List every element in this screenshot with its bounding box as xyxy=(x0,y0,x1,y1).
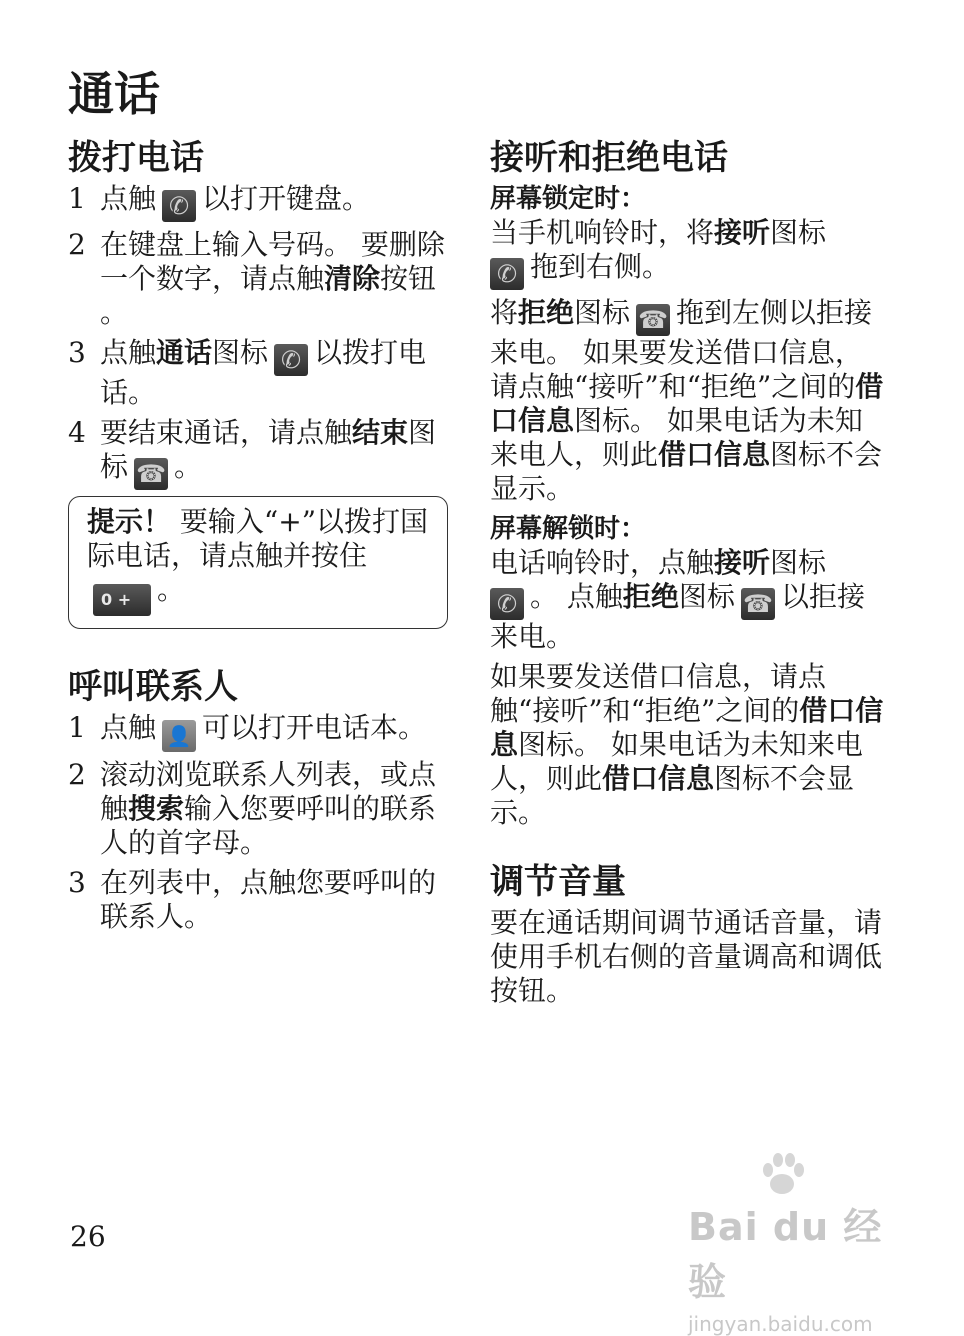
step-text: 输入您要呼叫的联系人的首字母。 xyxy=(100,792,437,859)
text: 拖到左侧以拒接来电。 如果要发送借口信息，请点触“接听”和“拒绝”之间的 xyxy=(490,296,873,403)
phone-handset-icon: ✆ xyxy=(490,258,524,290)
step-text: 要结束通话，请点触 xyxy=(100,416,353,449)
text: 将 xyxy=(490,296,519,329)
step-number: 1 xyxy=(68,711,86,744)
end-label: 结束 xyxy=(352,416,409,449)
step-text: 。 xyxy=(174,450,203,483)
answer-heading: 接听和拒绝电话 xyxy=(490,138,728,178)
watermark-url: jingyan.baidu.com xyxy=(688,1312,873,1336)
text: 图标不会显示。 xyxy=(490,762,855,829)
dial-step-2 xyxy=(68,228,448,330)
step-text: 图标 xyxy=(100,416,437,483)
dial-steps xyxy=(68,182,448,490)
tip-text: 要输入“+”以拨打国际电话，请点触并按住 xyxy=(87,505,429,572)
step-number: 2 xyxy=(68,758,86,791)
unlocked-paragraph xyxy=(490,546,890,654)
contacts-icon: 👤 xyxy=(162,720,196,752)
watermark xyxy=(688,1162,908,1336)
step-text: 图标 xyxy=(212,336,269,369)
text: 。 点触 xyxy=(530,580,623,613)
contacts-heading: 呼叫联系人 xyxy=(68,667,238,707)
step-text: 以打开键盘。 xyxy=(202,182,371,215)
phone-handset-icon: ✆ xyxy=(274,344,308,376)
end-call-icon: ☎ xyxy=(741,588,775,620)
left-column xyxy=(68,136,448,940)
text: 图标 xyxy=(678,580,735,613)
tip-label: 提示！ xyxy=(87,505,172,538)
contacts-step-3 xyxy=(68,866,448,934)
text: 如果要发送借口信息，请点触“接听”和“拒绝”之间的 xyxy=(490,660,827,727)
text: 图标 xyxy=(770,546,827,579)
contacts-step-2 xyxy=(68,758,448,860)
locked-reject-paragraph xyxy=(490,296,890,506)
step-number: 4 xyxy=(68,416,86,449)
text: 以拒接来电。 xyxy=(490,580,865,653)
end-call-icon: ☎ xyxy=(636,304,670,336)
call-label: 通话 xyxy=(156,336,213,369)
search-label: 搜索 xyxy=(128,792,185,825)
step-text: 点触 xyxy=(100,711,157,744)
step-text: 点触 xyxy=(100,182,157,215)
right-column xyxy=(490,136,890,1014)
excuse-message-label: 借口信息 xyxy=(490,370,884,437)
contacts-steps xyxy=(68,711,448,934)
excuse-message-label: 借口信息 xyxy=(658,438,771,471)
step-text: 以拨打电话。 xyxy=(100,336,427,409)
step-text: 点触 xyxy=(100,336,157,369)
dial-step-3 xyxy=(68,336,448,410)
unlocked-label: 屏幕解锁时： xyxy=(490,514,647,544)
page-title: 通话 xyxy=(68,67,160,121)
phone-handset-icon: ✆ xyxy=(490,588,524,620)
text: 图标 xyxy=(770,216,827,249)
dial-heading: 拨打电话 xyxy=(68,138,204,178)
step-text: 在列表中，点触您要呼叫的联系人。 xyxy=(100,866,437,933)
step-text: 滚动浏览联系人列表，或点触 xyxy=(100,758,437,825)
zero-plus-key-icon: 0 + xyxy=(93,584,151,616)
dial-step-1 xyxy=(68,182,448,222)
watermark-logo: Bai du 经验 xyxy=(688,1205,883,1304)
step-text: 在键盘上输入号码。 要删除一个数字，请点触 xyxy=(100,228,445,295)
step-text: 可以打开电话本。 xyxy=(202,711,427,744)
text: 电话响铃时，点触 xyxy=(490,546,715,579)
excuse-message-label: 借口信息 xyxy=(490,694,884,761)
volume-heading: 调节音量 xyxy=(490,862,626,902)
step-number: 3 xyxy=(68,336,86,369)
locked-answer-paragraph xyxy=(490,216,890,290)
step-number: 2 xyxy=(68,228,86,261)
tip-end: 。 xyxy=(157,573,186,606)
reject-label: 拒绝 xyxy=(518,296,575,329)
step-text: 按钮 。 xyxy=(100,262,437,329)
step-number: 1 xyxy=(68,182,86,215)
unlocked-excuse-paragraph xyxy=(490,660,890,830)
tip-box xyxy=(68,496,448,629)
volume-paragraph: 要在通话期间调节通话音量，请使用手机右侧的音量调高和调低按钮。 xyxy=(490,906,883,1007)
text: 拖到右侧。 xyxy=(530,250,671,283)
answer-label: 接听 xyxy=(714,216,771,249)
text: 当手机响铃时，将 xyxy=(490,216,715,249)
dial-step-4 xyxy=(68,416,448,490)
text: 图标。 如果电话为未知来电人，则此 xyxy=(490,404,863,471)
phone-handset-icon: ✆ xyxy=(162,190,196,222)
locked-label: 屏幕锁定时： xyxy=(490,184,647,214)
page-number: 26 xyxy=(70,1220,106,1253)
paw-icon xyxy=(760,1152,804,1198)
text: 图标 xyxy=(574,296,631,329)
step-number: 3 xyxy=(68,866,86,899)
answer-label: 接听 xyxy=(714,546,771,579)
end-call-icon: ☎ xyxy=(134,458,168,490)
text: 图标不会显示。 xyxy=(490,438,883,505)
text: 图标。 如果电话为未知来电人，则此 xyxy=(490,728,863,795)
reject-label: 拒绝 xyxy=(622,580,679,613)
clear-label: 清除 xyxy=(324,262,381,295)
excuse-message-label: 借口信息 xyxy=(602,762,715,795)
contacts-step-1 xyxy=(68,711,448,752)
